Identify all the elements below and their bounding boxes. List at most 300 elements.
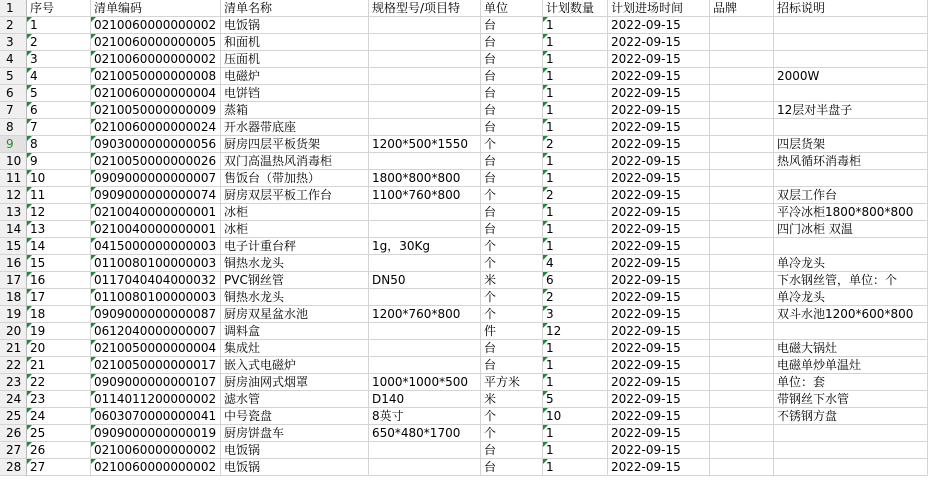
row-number[interactable]: 9 [0, 136, 27, 153]
row-number[interactable]: 25 [0, 408, 27, 425]
cell-note[interactable] [774, 85, 928, 102]
cell-name[interactable]: 厨房四层平板货架 [221, 136, 369, 153]
cell-date[interactable]: 2022-09-15 [608, 187, 710, 204]
cell-brand[interactable] [710, 221, 774, 238]
cell-date[interactable]: 2022-09-15 [608, 136, 710, 153]
cell-date[interactable]: 2022-09-15 [608, 221, 710, 238]
row-number[interactable]: 12 [0, 187, 27, 204]
cell-spec[interactable] [369, 340, 481, 357]
header-row [0, 0, 928, 17]
cell-spec[interactable]: 1100*760*800 [369, 187, 481, 204]
cell-unit[interactable]: 个 [481, 255, 543, 272]
cell-unit[interactable]: 台 [481, 17, 543, 34]
cell-code[interactable]: 0210050000000004 [91, 340, 221, 357]
cell-note[interactable]: 双斗水池1200*600*800 [774, 306, 928, 323]
cell-code[interactable]: 0210050000000009 [91, 102, 221, 119]
cell-spec[interactable] [369, 204, 481, 221]
cell-code[interactable]: 0210060000000004 [91, 85, 221, 102]
cell-date[interactable]: 2022-09-15 [608, 323, 710, 340]
cell-qty[interactable]: 2 [543, 187, 608, 204]
row-number[interactable]: 18 [0, 289, 27, 306]
cell-name[interactable]: 电饼铛 [221, 85, 369, 102]
row-number[interactable]: 28 [0, 459, 27, 476]
cell-brand[interactable] [710, 442, 774, 459]
cell-code[interactable]: 0117040404000032 [91, 272, 221, 289]
cell-name[interactable]: 开水器带底座 [221, 119, 369, 136]
cell-name[interactable]: 滤水管 [221, 391, 369, 408]
cell-note[interactable] [774, 119, 928, 136]
cell-spec[interactable]: 650*480*1700 [369, 425, 481, 442]
row-number[interactable]: 11 [0, 170, 27, 187]
cell-note[interactable]: 双层工作台 [774, 187, 928, 204]
table-row [0, 68, 928, 85]
row-number[interactable]: 24 [0, 391, 27, 408]
row-number[interactable]: 8 [0, 119, 27, 136]
cell-qty[interactable]: 1 [543, 221, 608, 238]
cell-date[interactable]: 2022-09-15 [608, 204, 710, 221]
row-number[interactable]: 20 [0, 323, 27, 340]
cell-name[interactable]: 厨房双星盆水池 [221, 306, 369, 323]
cell-code[interactable]: 0110080100000003 [91, 255, 221, 272]
cell-code[interactable]: 0909000000000074 [91, 187, 221, 204]
cell-seq[interactable]: 1 [27, 17, 91, 34]
cell-date[interactable]: 2022-09-15 [608, 272, 710, 289]
cell-qty[interactable]: 1 [543, 170, 608, 187]
cell-unit[interactable]: 台 [481, 85, 543, 102]
cell-note[interactable]: 单冷龙头 [774, 255, 928, 272]
cell-name[interactable]: 厨房双层平板工作台 [221, 187, 369, 204]
cell-date[interactable]: 2022-09-15 [608, 408, 710, 425]
cell-seq[interactable]: 26 [27, 442, 91, 459]
cell-name[interactable]: 铜热水龙头 [221, 255, 369, 272]
cell-unit[interactable]: 件 [481, 323, 543, 340]
cell-code[interactable]: 0210060000000005 [91, 34, 221, 51]
table-row [0, 442, 928, 459]
cell-brand[interactable] [710, 17, 774, 34]
cell-seq[interactable]: 11 [27, 187, 91, 204]
cell-note[interactable]: 热风循环消毒柜 [774, 153, 928, 170]
cell-brand[interactable] [710, 357, 774, 374]
cell-seq[interactable]: 13 [27, 221, 91, 238]
cell-note[interactable]: 电磁大锅灶 [774, 340, 928, 357]
cell-qty[interactable]: 1 [543, 442, 608, 459]
row-number[interactable]: 27 [0, 442, 27, 459]
row-number[interactable]: 13 [0, 204, 27, 221]
cell-qty[interactable]: 4 [543, 255, 608, 272]
table-row [0, 340, 928, 357]
column-header-unit[interactable]: 单位 [481, 0, 543, 17]
cell-seq[interactable]: 16 [27, 272, 91, 289]
table-row [0, 85, 928, 102]
cell-date[interactable]: 2022-09-15 [608, 85, 710, 102]
cell-name[interactable]: PVC钢丝管 [221, 272, 369, 289]
column-header-name[interactable]: 清单名称 [221, 0, 369, 17]
cell-spec[interactable]: DN50 [369, 272, 481, 289]
cell-note[interactable]: 2000W [774, 68, 928, 85]
cell-name[interactable]: 售饭台（带加热） [221, 170, 369, 187]
cell-name[interactable]: 电饭锅 [221, 442, 369, 459]
cell-date[interactable]: 2022-09-15 [608, 425, 710, 442]
table-row [0, 34, 928, 51]
cell-spec[interactable] [369, 34, 481, 51]
row-number[interactable]: 3 [0, 34, 27, 51]
cell-qty[interactable]: 1 [543, 204, 608, 221]
table-row [0, 272, 928, 289]
cell-brand[interactable] [710, 425, 774, 442]
cell-code[interactable]: 0210040000000001 [91, 221, 221, 238]
cell-name[interactable]: 蒸箱 [221, 102, 369, 119]
cell-seq[interactable]: 18 [27, 306, 91, 323]
cell-qty[interactable]: 5 [543, 391, 608, 408]
cell-seq[interactable]: 22 [27, 374, 91, 391]
cell-note[interactable]: 四门冰柜 双温 [774, 221, 928, 238]
cell-brand[interactable] [710, 187, 774, 204]
cell-spec[interactable]: D140 [369, 391, 481, 408]
cell-brand[interactable] [710, 340, 774, 357]
cell-date[interactable]: 2022-09-15 [608, 17, 710, 34]
cell-qty[interactable]: 1 [543, 102, 608, 119]
table-row [0, 374, 928, 391]
cell-seq[interactable]: 20 [27, 340, 91, 357]
cell-unit[interactable]: 台 [481, 102, 543, 119]
cell-note[interactable] [774, 17, 928, 34]
cell-note[interactable] [774, 34, 928, 51]
cell-date[interactable]: 2022-09-15 [608, 306, 710, 323]
cell-qty[interactable]: 3 [543, 306, 608, 323]
cell-spec[interactable]: 1800*800*800 [369, 170, 481, 187]
cell-note[interactable] [774, 170, 928, 187]
row-number[interactable]: 16 [0, 255, 27, 272]
cell-unit[interactable]: 台 [481, 442, 543, 459]
column-header-code[interactable]: 清单编码 [91, 0, 221, 17]
cell-unit[interactable]: 台 [481, 170, 543, 187]
cell-seq[interactable]: 7 [27, 119, 91, 136]
cell-seq[interactable]: 6 [27, 102, 91, 119]
cell-brand[interactable] [710, 289, 774, 306]
row-number[interactable]: 2 [0, 17, 27, 34]
cell-date[interactable]: 2022-09-15 [608, 153, 710, 170]
cell-seq[interactable]: 5 [27, 85, 91, 102]
cell-code[interactable]: 0210050000000017 [91, 357, 221, 374]
cell-brand[interactable] [710, 306, 774, 323]
cell-code[interactable]: 0210060000000002 [91, 459, 221, 476]
row-number[interactable]: 21 [0, 340, 27, 357]
cell-unit[interactable]: 台 [481, 204, 543, 221]
cell-date[interactable]: 2022-09-15 [608, 374, 710, 391]
cell-code[interactable]: 0210060000000002 [91, 51, 221, 68]
cell-brand[interactable] [710, 34, 774, 51]
cell-name[interactable]: 中号瓷盘 [221, 408, 369, 425]
cell-qty[interactable]: 2 [543, 136, 608, 153]
cell-note[interactable] [774, 425, 928, 442]
cell-name[interactable]: 嵌入式电磁炉 [221, 357, 369, 374]
cell-unit[interactable]: 个 [481, 306, 543, 323]
cell-unit[interactable]: 台 [481, 119, 543, 136]
cell-code[interactable]: 0210050000000008 [91, 68, 221, 85]
cell-seq[interactable]: 17 [27, 289, 91, 306]
row-number[interactable]: 7 [0, 102, 27, 119]
cell-spec[interactable] [369, 459, 481, 476]
cell-qty[interactable]: 1 [543, 153, 608, 170]
cell-spec[interactable] [369, 221, 481, 238]
cell-seq[interactable]: 27 [27, 459, 91, 476]
cell-date[interactable]: 2022-09-15 [608, 340, 710, 357]
table-row [0, 459, 928, 476]
cell-note[interactable]: 单位：套 [774, 374, 928, 391]
cell-note[interactable]: 12层对半盘子 [774, 102, 928, 119]
cell-brand[interactable] [710, 170, 774, 187]
cell-spec[interactable]: 1g，30Kg [369, 238, 481, 255]
row-number[interactable]: 15 [0, 238, 27, 255]
cell-spec[interactable]: 1000*1000*500 [369, 374, 481, 391]
table-row [0, 136, 928, 153]
cell-date[interactable]: 2022-09-15 [608, 238, 710, 255]
cell-code[interactable]: 0210060000000024 [91, 119, 221, 136]
cell-brand[interactable] [710, 238, 774, 255]
cell-code[interactable]: 0909000000000007 [91, 170, 221, 187]
cell-date[interactable]: 2022-09-15 [608, 442, 710, 459]
cell-name[interactable]: 压面机 [221, 51, 369, 68]
cell-spec[interactable]: 1200*760*800 [369, 306, 481, 323]
cell-note[interactable] [774, 238, 928, 255]
cell-qty[interactable]: 6 [543, 272, 608, 289]
cell-name[interactable]: 双门高温热风消毒柜 [221, 153, 369, 170]
cell-qty[interactable]: 1 [543, 34, 608, 51]
cell-name[interactable]: 铜热水龙头 [221, 289, 369, 306]
cell-qty[interactable]: 2 [543, 289, 608, 306]
cell-name[interactable]: 冰柜 [221, 221, 369, 238]
cell-note[interactable] [774, 442, 928, 459]
cell-code[interactable]: 0210040000000001 [91, 204, 221, 221]
cell-note[interactable]: 下水钢丝管，单位：个 [774, 272, 928, 289]
cell-qty[interactable]: 1 [543, 17, 608, 34]
cell-name[interactable]: 电饭锅 [221, 459, 369, 476]
cell-code[interactable]: 0909000000000107 [91, 374, 221, 391]
row-number[interactable]: 26 [0, 425, 27, 442]
cell-spec[interactable] [369, 51, 481, 68]
cell-name[interactable]: 电子计重台秤 [221, 238, 369, 255]
table-row [0, 323, 928, 340]
cell-seq[interactable]: 15 [27, 255, 91, 272]
cell-date[interactable]: 2022-09-15 [608, 391, 710, 408]
cell-qty[interactable]: 1 [543, 459, 608, 476]
cell-name[interactable]: 集成灶 [221, 340, 369, 357]
cell-brand[interactable] [710, 459, 774, 476]
cell-name[interactable]: 厨房油网式烟罩 [221, 374, 369, 391]
cell-brand[interactable] [710, 255, 774, 272]
cell-unit[interactable]: 台 [481, 34, 543, 51]
cell-note[interactable] [774, 459, 928, 476]
row-number[interactable]: 22 [0, 357, 27, 374]
cell-name[interactable]: 和面机 [221, 34, 369, 51]
table-row [0, 391, 928, 408]
cell-qty[interactable]: 1 [543, 85, 608, 102]
cell-seq[interactable]: 24 [27, 408, 91, 425]
cell-seq[interactable]: 12 [27, 204, 91, 221]
cell-qty[interactable]: 1 [543, 238, 608, 255]
cell-code[interactable]: 0110080100000003 [91, 289, 221, 306]
table-row [0, 119, 928, 136]
cell-date[interactable]: 2022-09-15 [608, 289, 710, 306]
cell-spec[interactable]: 1200*500*1550 [369, 136, 481, 153]
column-header-seq[interactable]: 序号 [27, 0, 91, 17]
cell-seq[interactable]: 19 [27, 323, 91, 340]
cell-code[interactable]: 0909000000000019 [91, 425, 221, 442]
cell-code[interactable]: 0210060000000002 [91, 17, 221, 34]
cell-brand[interactable] [710, 68, 774, 85]
cell-note[interactable] [774, 51, 928, 68]
cell-spec[interactable] [369, 255, 481, 272]
cell-spec[interactable] [369, 357, 481, 374]
cell-spec[interactable] [369, 85, 481, 102]
cell-unit[interactable]: 米 [481, 391, 543, 408]
table-row [0, 238, 928, 255]
cell-date[interactable]: 2022-09-15 [608, 119, 710, 136]
cell-date[interactable]: 2022-09-15 [608, 68, 710, 85]
cell-date[interactable]: 2022-09-15 [608, 459, 710, 476]
cell-brand[interactable] [710, 153, 774, 170]
cell-brand[interactable] [710, 408, 774, 425]
cell-seq[interactable]: 14 [27, 238, 91, 255]
row-number[interactable]: 6 [0, 85, 27, 102]
cell-seq[interactable]: 3 [27, 51, 91, 68]
cell-date[interactable]: 2022-09-15 [608, 357, 710, 374]
cell-code[interactable]: 0210050000000026 [91, 153, 221, 170]
cell-qty[interactable]: 1 [543, 68, 608, 85]
cell-code[interactable]: 0903000000000056 [91, 136, 221, 153]
cell-note[interactable]: 电磁单炒单温灶 [774, 357, 928, 374]
cell-unit[interactable]: 个 [481, 289, 543, 306]
cell-name[interactable]: 厨房饼盘车 [221, 425, 369, 442]
cell-name[interactable]: 电饭锅 [221, 17, 369, 34]
cell-seq[interactable]: 2 [27, 34, 91, 51]
cell-code[interactable]: 0114011200000002 [91, 391, 221, 408]
table-row [0, 17, 928, 34]
cell-note[interactable]: 不锈钢方盘 [774, 408, 928, 425]
cell-unit[interactable]: 个 [481, 425, 543, 442]
cell-qty[interactable]: 1 [543, 374, 608, 391]
cell-code[interactable]: 0415000000000003 [91, 238, 221, 255]
cell-seq[interactable]: 4 [27, 68, 91, 85]
cell-qty[interactable]: 1 [543, 119, 608, 136]
cell-note[interactable]: 平冷冰柜1800*800*800 [774, 204, 928, 221]
cell-unit[interactable]: 台 [481, 68, 543, 85]
cell-code[interactable]: 0612040000000007 [91, 323, 221, 340]
cell-unit[interactable]: 台 [481, 51, 543, 68]
column-header-date[interactable]: 计划进场时间 [608, 0, 710, 17]
cell-date[interactable]: 2022-09-15 [608, 102, 710, 119]
cell-unit[interactable]: 平方米 [481, 374, 543, 391]
cell-spec[interactable] [369, 68, 481, 85]
cell-date[interactable]: 2022-09-15 [608, 170, 710, 187]
row-number[interactable]: 10 [0, 153, 27, 170]
cell-qty[interactable]: 1 [543, 51, 608, 68]
cell-name[interactable]: 冰柜 [221, 204, 369, 221]
cell-qty[interactable]: 1 [543, 357, 608, 374]
cell-qty[interactable]: 10 [543, 408, 608, 425]
table-row [0, 221, 928, 238]
table-row [0, 357, 928, 374]
row-number[interactable]: 19 [0, 306, 27, 323]
cell-note[interactable] [774, 323, 928, 340]
cell-brand[interactable] [710, 374, 774, 391]
cell-unit[interactable]: 台 [481, 153, 543, 170]
row-number[interactable]: 1 [0, 0, 27, 17]
cell-note[interactable]: 带钢丝下水管 [774, 391, 928, 408]
cell-spec[interactable] [369, 17, 481, 34]
column-header-brand[interactable]: 品牌 [710, 0, 774, 17]
cell-code[interactable]: 0210060000000002 [91, 442, 221, 459]
column-header-spec[interactable]: 规格型号/项目特 [369, 0, 481, 17]
cell-brand[interactable] [710, 204, 774, 221]
cell-unit[interactable]: 台 [481, 340, 543, 357]
cell-code[interactable]: 0603070000000041 [91, 408, 221, 425]
table-row [0, 170, 928, 187]
cell-note[interactable]: 四层货架 [774, 136, 928, 153]
cell-spec[interactable] [369, 442, 481, 459]
cell-date[interactable]: 2022-09-15 [608, 51, 710, 68]
cell-unit[interactable]: 台 [481, 357, 543, 374]
cell-spec[interactable] [369, 102, 481, 119]
cell-spec[interactable]: 8英寸 [369, 408, 481, 425]
cell-brand[interactable] [710, 85, 774, 102]
cell-spec[interactable] [369, 289, 481, 306]
cell-date[interactable]: 2022-09-15 [608, 34, 710, 51]
cell-unit[interactable]: 个 [481, 136, 543, 153]
cell-seq[interactable]: 21 [27, 357, 91, 374]
cell-name[interactable]: 调料盒 [221, 323, 369, 340]
cell-unit[interactable]: 个 [481, 187, 543, 204]
table-row [0, 187, 928, 204]
cell-qty[interactable]: 1 [543, 340, 608, 357]
cell-qty[interactable]: 1 [543, 425, 608, 442]
cell-brand[interactable] [710, 272, 774, 289]
row-number[interactable]: 14 [0, 221, 27, 238]
table-row [0, 51, 928, 68]
row-number[interactable]: 5 [0, 68, 27, 85]
cell-seq[interactable]: 10 [27, 170, 91, 187]
row-number[interactable]: 4 [0, 51, 27, 68]
cell-unit[interactable]: 台 [481, 221, 543, 238]
cell-seq[interactable]: 23 [27, 391, 91, 408]
column-header-note[interactable]: 招标说明 [774, 0, 928, 17]
cell-unit[interactable]: 台 [481, 459, 543, 476]
cell-qty[interactable]: 12 [543, 323, 608, 340]
cell-date[interactable]: 2022-09-15 [608, 255, 710, 272]
cell-brand[interactable] [710, 323, 774, 340]
cell-unit[interactable]: 个 [481, 238, 543, 255]
cell-brand[interactable] [710, 51, 774, 68]
row-number[interactable]: 17 [0, 272, 27, 289]
cell-unit[interactable]: 个 [481, 408, 543, 425]
cell-seq[interactable]: 8 [27, 136, 91, 153]
cell-brand[interactable] [710, 391, 774, 408]
cell-unit[interactable]: 米 [481, 272, 543, 289]
cell-spec[interactable] [369, 119, 481, 136]
cell-spec[interactable] [369, 153, 481, 170]
cell-spec[interactable] [369, 323, 481, 340]
cell-seq[interactable]: 9 [27, 153, 91, 170]
cell-name[interactable]: 电磁炉 [221, 68, 369, 85]
cell-brand[interactable] [710, 102, 774, 119]
cell-note[interactable]: 单冷龙头 [774, 289, 928, 306]
row-number[interactable]: 23 [0, 374, 27, 391]
cell-brand[interactable] [710, 136, 774, 153]
cell-seq[interactable]: 25 [27, 425, 91, 442]
column-header-qty[interactable]: 计划数量 [543, 0, 608, 17]
cell-brand[interactable] [710, 119, 774, 136]
cell-code[interactable]: 0909000000000087 [91, 306, 221, 323]
